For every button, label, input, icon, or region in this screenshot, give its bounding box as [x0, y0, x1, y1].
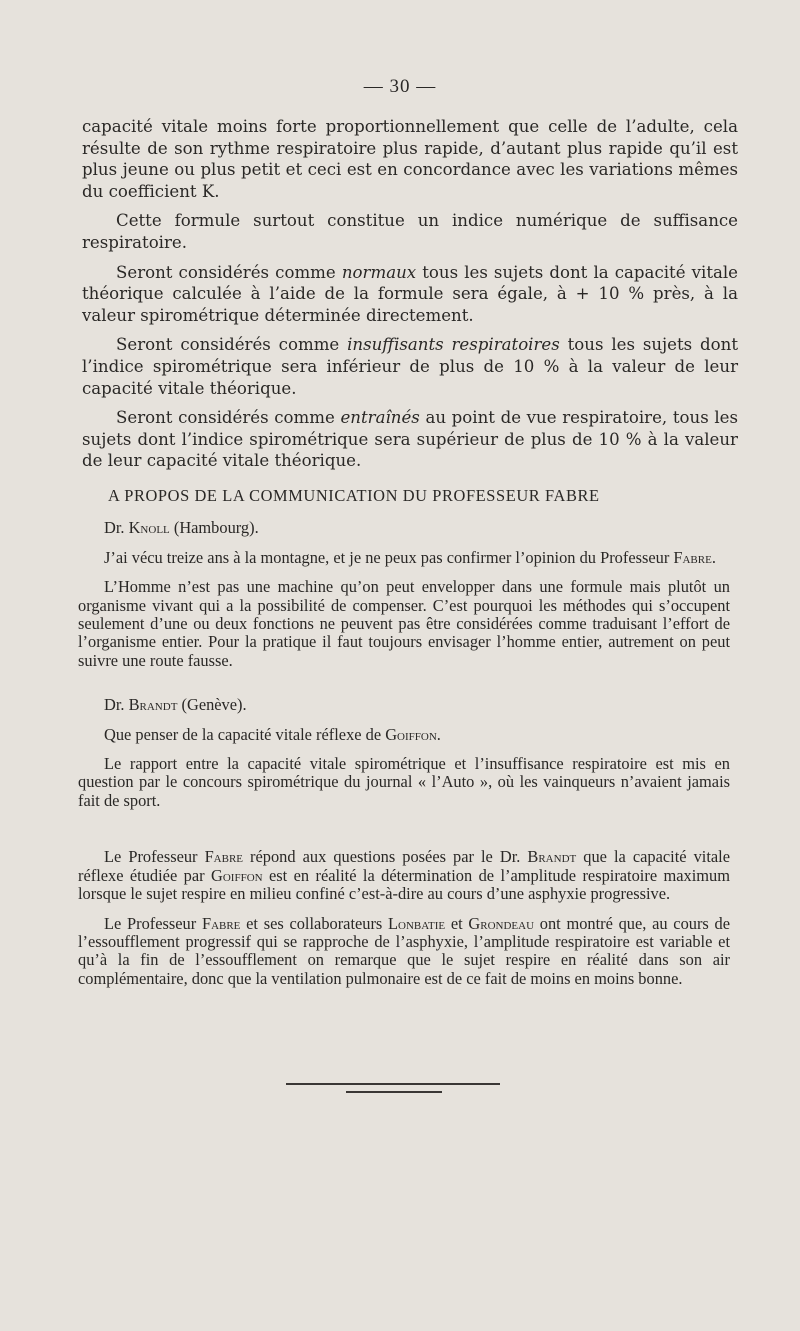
- text-run: est en réalité la détermination de l’amplitude respiratoire maximum lorsque le sujet respire en milieu confiné c’est-à-dire au cours d’une asphyxie progressive.: [78, 865, 730, 904]
- text-run: et: [445, 913, 469, 933]
- text-run: Seront considérés comme: [116, 408, 341, 428]
- text-run: Le Professeur: [104, 913, 202, 933]
- text-run: Que penser de la capacité vitale réflexe de: [104, 724, 386, 744]
- speaker-line: [78, 696, 730, 714]
- text-run: que la capacité vitale réflexe étudiée par: [78, 847, 730, 885]
- text-run: .: [711, 547, 716, 567]
- section-heading: A PROPOS DE LA COMMUNICATION DU PROFESSEUR FABRE: [108, 486, 600, 505]
- person-name: Brandt: [527, 847, 577, 867]
- emphasis-term: insuffisants respiratoires: [347, 335, 560, 355]
- page-number: — 30 —: [363, 76, 437, 97]
- text-run: ont montré que, au cours de l’essoufflement progressif qui se rapproche de l’asphyxie, l’amplitude respiratoire est variable et qu’à la fin de l’essoufflement on remarque que le sujet respire en réalité dans son air complémentaire, donc que la ventilation pulmonaire est de ce fait de moins en moins bonne.: [78, 913, 730, 988]
- emphasis-term: normaux: [341, 262, 417, 282]
- text-run: .: [436, 724, 441, 744]
- speaker-name: Knoll: [128, 518, 170, 538]
- paragraph: [78, 848, 730, 903]
- person-name: Grondeau: [468, 913, 535, 933]
- text-run: et ses collaborateurs: [240, 913, 389, 933]
- paragraph: Cette formule surtout constitue un indice numérique de suffisance respiratoire.: [82, 211, 738, 252]
- text-run: (Hambourg).: [169, 518, 259, 538]
- speaker-name: Brandt: [128, 695, 178, 715]
- text-run: Le Professeur: [104, 847, 205, 867]
- speaker-line: [78, 519, 730, 537]
- emphasis-term: entraînés: [340, 408, 420, 428]
- paragraph: [78, 549, 730, 567]
- text-run: (Genève).: [177, 695, 247, 715]
- paragraph: [82, 407, 738, 472]
- text-run: au point de vue respiratoire, tous les sujets dont l’indice spirométrique sera supérieur de plus de 10 % à la valeur de leur capacité vitale théorique.: [82, 408, 738, 471]
- text-run: Dr.: [104, 518, 129, 538]
- text-run: tous les sujets dont l’indice spirométrique sera inférieur de plus de 10 % à la valeur de leur capacité vitale théorique.: [82, 335, 738, 398]
- person-name: Lonbatie: [388, 913, 446, 933]
- text-section-formula: [82, 116, 738, 480]
- end-rule-long: [286, 1083, 500, 1085]
- paragraph: [78, 726, 730, 744]
- person-name: Fabre: [201, 913, 241, 933]
- paragraph: [82, 334, 738, 399]
- person-name: Goiffon: [385, 724, 437, 744]
- text-run: tous les sujets dont la capacité vitale théorique calculée à l’aide de la formule sera égale, à + 10 % près, à la valeur spirométrique déterminée directement.: [82, 262, 739, 325]
- paragraph: L’Homme n’est pas une machine qu’on peut envelopper dans une formule mais plutôt un organisme vivant qui a la possibilité de compenser. C’est pourquoi les méthodes qui s’occupent seulement d’une ou deux fonctions ne peuvent pas être considérées comme traduisant l’effort de l’organisme entier. Pour la pratique il faut toujours envisager l’homme entier, autrement on peut suivre une route fausse.: [78, 577, 730, 670]
- end-rule-short: [346, 1091, 442, 1093]
- paragraph: Le rapport entre la capacité vitale spirométrique et l’insuffisance respiratoire est mis en question par le concours spirométrique du journal « l’Auto », où les vainqueurs n’avaient jamais fait de sport.: [78, 754, 730, 810]
- text-run: Seront considérés comme: [116, 335, 348, 355]
- person-name: Goiffon: [211, 865, 263, 885]
- text-run: Dr.: [104, 695, 129, 715]
- text-run: J’ai vécu treize ans à la montagne, et je ne peux pas confirmer l’opinion du Professeur: [104, 547, 674, 567]
- discussion-section: [78, 487, 730, 999]
- text-run: répond aux questions posées par le Dr.: [243, 847, 528, 867]
- paragraph: [78, 915, 730, 989]
- paragraph: [82, 262, 738, 327]
- person-name: Fabre: [204, 847, 244, 867]
- text-run: Seront considérés comme: [116, 262, 342, 282]
- person-name: Fabre: [673, 547, 712, 567]
- paragraph: capacité vitale moins forte proportionnellement que celle de l’adulte, cela résulte de son rythme respiratoire plus rapide, d’autant plus rapide qu’il est plus jeune ou plus petit et ceci est en concordance avec les variations mêmes du coefficient K.: [82, 117, 738, 201]
